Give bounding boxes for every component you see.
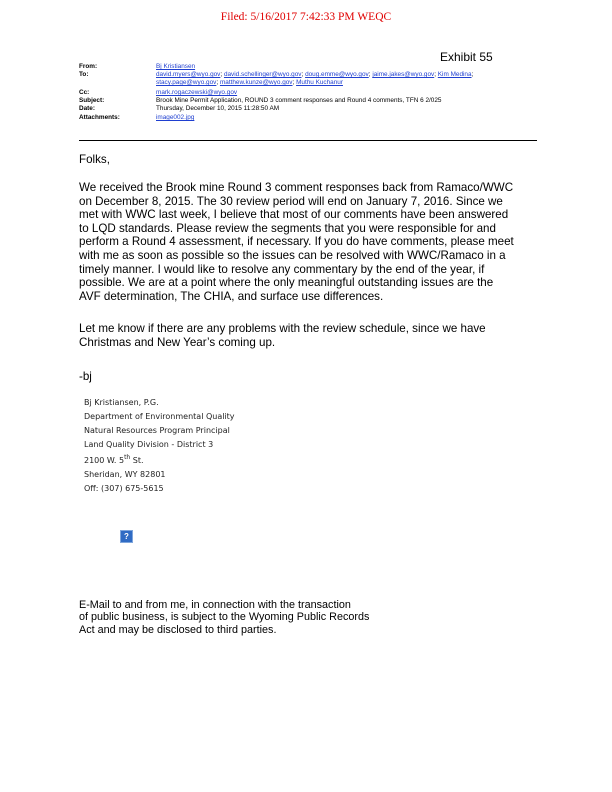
greeting: Folks, [79,153,110,166]
header-divider [79,140,537,141]
text-line: to LQD standards. Please review the segments that you were responsible for and [79,221,496,235]
text-line: We received the Brook mine Round 3 comment responses back from Ramaco/WWC [79,181,514,194]
text-line: E-Mail to and from me, in connection with the transaction [79,599,351,611]
broken-image-icon: ? [120,530,133,543]
signature-block [84,396,235,496]
filed-stamp: Filed: 5/16/2017 7:42:33 PM WEQC [220,11,392,23]
signature-division: Land Quality Division - District 3 [84,440,214,449]
to-label: To: [79,71,89,78]
text-line: of public business, is subject to the Wyoming Public Records [79,611,370,624]
recipient-link[interactable]: doug.emme@wyo.gov [305,71,369,78]
recipient-link[interactable]: Kim Medina [437,71,472,78]
signature-name: Bj Kristiansen, P.G. [84,398,159,407]
date-label: Date: [79,105,95,112]
text-line: possible. We are at a point where the only meaningful outstanding issues are the [79,276,494,290]
text-line: Let me know if there are any problems with the review schedule, since we have [79,322,486,335]
disclaimer [79,599,369,636]
signature-title: Natural Resources Program Principal [84,426,230,435]
attachments-label: Attachments: [79,114,120,121]
to-recipients-line-1: david.myers@wyo.gov; david.schellinger@wyo.gov; doug.emme@wyo.gov; jaime.jakes@wyo.gov; Kim Medina; [156,71,474,78]
subject-label: Subject: [79,97,105,104]
recipient-link[interactable]: jaime.jakes@wyo.gov [372,71,435,78]
from-link[interactable]: Bj Kristiansen [156,63,196,70]
date-value: Thursday, December 10, 2015 11:28:50 AM [156,105,280,112]
text-line: on December 8, 2015. The 30 review period will end on January 7, 2016. Since we [79,194,503,208]
exhibit-label: Exhibit 55 [440,50,493,64]
attachment-link[interactable]: image002.jpg [156,114,195,121]
recipient-link[interactable]: Muthu Kuchanur [296,79,343,86]
cc-link[interactable]: mark.rogaczewski@wyo.gov [156,89,238,96]
subject-value: Brook Mine Permit Application, ROUND 3 comment responses and Round 4 comments, TFN 6 2/025 [156,97,442,104]
text-line: Act and may be disclosed to third parties. [79,623,277,636]
cc-label: Cc: [79,89,90,96]
text-line: with me as soon as possible so the issues can be resolved with WWC/Ramaco in a [79,248,506,262]
text-line: timely manner. I would like to resolve any commentary by the end of the year, if [79,262,485,276]
recipient-link[interactable]: david.myers@wyo.gov [156,71,221,78]
signoff: -bj [79,370,92,383]
signature-department: Department of Environmental Quality [84,412,235,421]
to-recipients-line-2: stacy.page@wyo.gov; matthew.kunze@wyo.gov; Muthu Kuchanur [156,79,343,86]
recipient-link[interactable]: david.schellinger@wyo.gov [223,71,302,78]
text-line: met with WWC last week, I believe that most of our comments have been answered [79,208,509,222]
text-line: AVF determination, The CHIA, and surface use differences. [79,289,384,303]
text-line: perform a Round 4 assessment, if necessary. If you do have comments, please meet [79,235,514,249]
signature-phone: Off: (307) 675-5615 [84,484,164,493]
recipient-link[interactable]: matthew.kunze@wyo.gov [219,79,293,86]
signature-street: 2100 W. 5th St. [84,454,144,465]
recipient-link[interactable]: stacy.page@wyo.gov [156,79,217,86]
body-paragraph-1 [79,181,537,303]
text-line: Christmas and New Year’s coming up. [79,335,276,349]
from-label: From: [79,63,98,70]
body-paragraph-2 [79,322,537,349]
signature-city: Sheridan, WY 82801 [84,470,166,479]
